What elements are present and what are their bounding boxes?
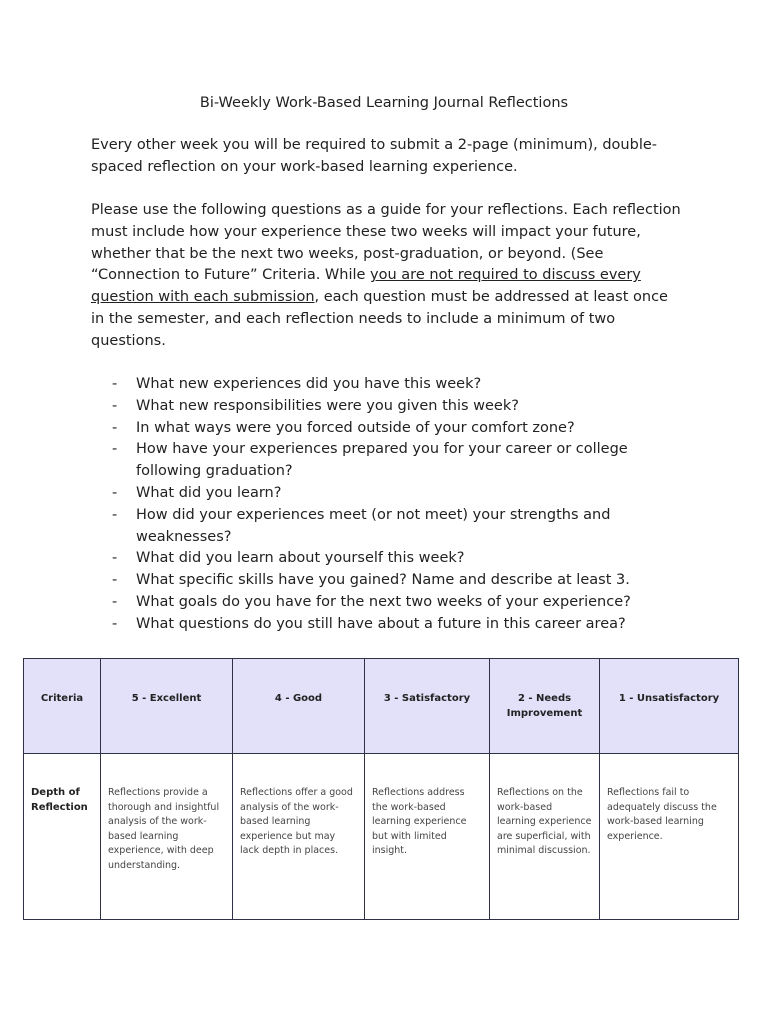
- bullet-dash: -: [112, 397, 118, 414]
- rubric-table: [23, 658, 739, 920]
- guide-underlined-text: you are not required to discuss every question with each submission: [91, 267, 641, 306]
- header-good: 4 - Good: [233, 659, 365, 754]
- bullet-dash: -: [112, 550, 118, 567]
- question-list: [110, 374, 680, 636]
- bullet-dash: -: [112, 506, 118, 523]
- question-text: What new experiences did you have this week?: [136, 376, 482, 392]
- question-text: What did you learn about yourself this week?: [136, 550, 465, 567]
- rubric-cell-satisfactory: Reflections address the work-based learning experience but with limited insight.: [365, 754, 490, 920]
- guide-text-end: , each question must be addressed at least once in the semester, and each reflection needs to include a minimum of two questions.: [91, 289, 668, 349]
- table-row: [24, 754, 739, 920]
- question-text: How have your experiences prepared you for your career or college following graduation?: [136, 441, 628, 480]
- document-title: Bi-Weekly Work-Based Learning Journal Reflections: [199, 95, 569, 111]
- question-text: What did you learn?: [136, 484, 282, 501]
- bullet-dash: -: [112, 593, 118, 610]
- header-needs-improvement: 2 - Needs Improvement: [490, 659, 600, 754]
- bullet-dash: -: [112, 419, 118, 436]
- rubric-cell-good: Reflections offer a good analysis of the work-based learning experience but may lack depth in places.: [233, 754, 365, 920]
- bullet-dash: -: [112, 615, 118, 632]
- rubric-cell-excellent: Reflections provide a thorough and insightful analysis of the work-based learning experience, with deep understanding.: [101, 754, 233, 920]
- question-text: How did your experiences meet (or not meet) your strengths and weaknesses?: [136, 506, 611, 545]
- list-item: [110, 439, 680, 483]
- guide-paragraph: [91, 200, 681, 353]
- list-item: [110, 396, 680, 418]
- guide-text-start: Please use the following questions as a guide for your reflections. Each reflection must include how your experience these two weeks will impact your future, whether that be the next two weeks, post-graduation, or beyond. (See “Connection to Future” Criteria. While: [91, 202, 681, 284]
- intro-paragraph: Every other week you will be required to submit a 2-page (minimum), double-spaced reflection on your work-based learning experience.: [91, 137, 657, 175]
- question-text: What goals do you have for the next two weeks of your experience?: [136, 593, 631, 610]
- list-item: [110, 548, 680, 570]
- rubric-cell-needs-improvement: Reflections on the work-based learning experience are superficial, with minimal discussion.: [490, 754, 600, 920]
- header-criteria: Criteria: [24, 659, 101, 754]
- list-item: [110, 614, 680, 636]
- rubric-header-row: [24, 659, 739, 754]
- list-item: [110, 418, 680, 440]
- list-item: [110, 505, 680, 549]
- bullet-dash: -: [112, 572, 118, 589]
- bullet-dash: -: [112, 441, 118, 458]
- list-item: [110, 483, 680, 505]
- list-item: [110, 374, 680, 396]
- header-unsatisfactory: 1 - Unsatisfactory: [600, 659, 739, 754]
- header-excellent: 5 - Excellent: [101, 659, 233, 754]
- question-text: What questions do you still have about a future in this career area?: [136, 615, 626, 632]
- list-item: [110, 592, 680, 614]
- question-text: What new responsibilities were you given this week?: [136, 397, 519, 414]
- bullet-dash: -: [112, 376, 118, 392]
- criteria-cell: Depth of Reflection: [24, 754, 101, 920]
- list-item: [110, 570, 680, 592]
- header-satisfactory: 3 - Satisfactory: [365, 659, 490, 754]
- question-text: What specific skills have you gained? Name and describe at least 3.: [136, 572, 630, 589]
- question-text: In what ways were you forced outside of your comfort zone?: [136, 419, 575, 436]
- rubric-cell-unsatisfactory: Reflections fail to adequately discuss the work-based learning experience.: [600, 754, 739, 920]
- bullet-dash: -: [112, 484, 118, 501]
